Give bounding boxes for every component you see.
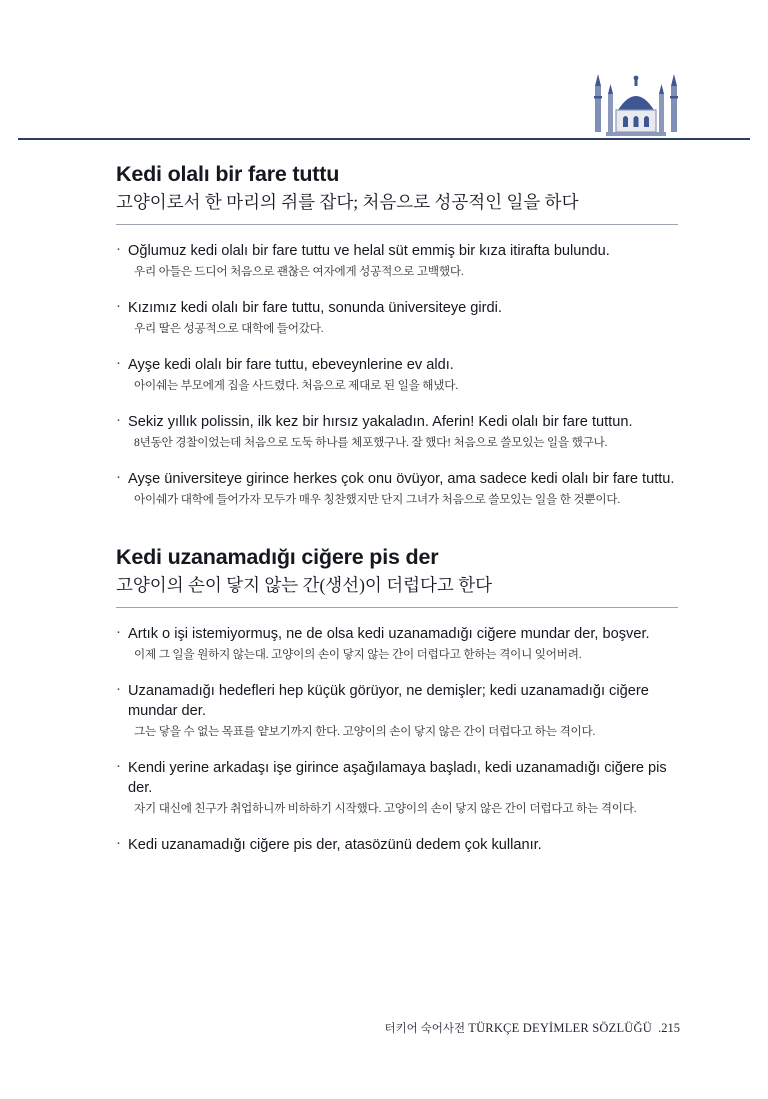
list-item bbox=[116, 241, 678, 281]
entry-divider bbox=[116, 224, 678, 225]
list-item bbox=[116, 355, 678, 395]
example-turkish: · Kedi uzanamadığı ciğere pis der, atasözünü dedem çok kullanır. bbox=[128, 836, 542, 853]
mosque-icon bbox=[590, 72, 682, 138]
example-list bbox=[116, 624, 678, 855]
example-turkish: · Kendi yerine arkadaşı işe girince aşağılamaya başladı, kedi uzanamadığı ciğere pis der. bbox=[128, 759, 667, 796]
example-korean: 우리 아들은 드디어 처음으로 괜찮은 여자에게 성공적으로 고백했다. bbox=[134, 265, 464, 279]
page-number: .215 bbox=[658, 1021, 680, 1035]
example-korean: 8년동안 경찰이었는데 처음으로 도둑 하나를 체포했구나. 잘 했다! 처음으로 쓸모있는 일을 했구나. bbox=[134, 435, 608, 449]
list-item bbox=[116, 681, 678, 741]
entry-title-turkish: Kedi uzanamadığı ciğere pis der bbox=[116, 544, 439, 569]
example-korean: 그는 닿을 수 없는 목표를 얕보기까지 한다. 고양이의 손이 닿지 않은 간이 더럽다고 하는 격이다. bbox=[134, 724, 596, 738]
list-item bbox=[116, 412, 678, 452]
page-footer bbox=[384, 1020, 680, 1036]
list-item bbox=[116, 835, 678, 855]
entry-divider bbox=[116, 607, 678, 608]
example-korean: 아이쉐가 대학에 들어가자 모두가 매우 칭찬했지만 단지 그녀가 처음으로 쓸모있는 일을 한 것뿐이다. bbox=[134, 492, 621, 506]
dictionary-entry bbox=[116, 545, 678, 855]
example-turkish: · Ayşe kedi olalı bir fare tuttu, ebeveynlerine ev aldı. bbox=[128, 356, 454, 373]
footer-turkish-title: TÜRKÇE DEYİMLER SÖZLÜĞÜ bbox=[468, 1021, 652, 1035]
example-turkish: · Kızımız kedi olalı bir fare tuttu, sonunda üniversiteye girdi. bbox=[128, 299, 502, 316]
example-turkish: · Sekiz yıllık polissin, ilk kez bir hırsız yakaladın. Aferin! Kedi olalı bir fare tuttun. bbox=[128, 413, 633, 430]
example-turkish: · Artık o işi istemiyormuş, ne de olsa kedi uzanamadığı ciğere mundar der, boşver. bbox=[128, 625, 650, 642]
example-korean: 아이쉐는 부모에게 집을 사드렸다. 처음으로 제대로 된 일을 해냈다. bbox=[134, 378, 458, 392]
list-item bbox=[116, 624, 678, 664]
example-korean: 이제 그 일을 원하지 않는대. 고양이의 손이 닿지 않는 간이 더럽다고 한하는 격이니 잊어버려. bbox=[134, 647, 582, 661]
example-list bbox=[116, 241, 678, 509]
dictionary-entry bbox=[116, 162, 678, 509]
entry-title-korean: 고양이로서 한 마리의 쥐를 잡다; 처음으로 성공적인 일을 하다 bbox=[116, 192, 579, 212]
footer-korean-title: 터키어 숙어사전 bbox=[384, 1023, 466, 1035]
page-header bbox=[0, 0, 768, 140]
entry-title-turkish: Kedi olalı bir fare tuttu bbox=[116, 162, 340, 186]
entry-title-korean: 고양이의 손이 닿지 않는 간(생선)이 더럽다고 한다 bbox=[116, 574, 493, 595]
example-turkish: · Oğlumuz kedi olalı bir fare tuttu ve helal süt emmiş bir kıza itirafta bulundu. bbox=[128, 243, 610, 259]
example-korean: 우리 딸은 성공적으로 대학에 들어갔다. bbox=[134, 322, 324, 336]
content-column bbox=[116, 162, 678, 872]
example-turkish: · Ayşe üniversiteye girince herkes çok onu övüyor, ama sadece kedi olalı bir fare tuttu. bbox=[128, 470, 675, 487]
list-item bbox=[116, 469, 678, 509]
example-korean: 자기 대신에 친구가 취업하니까 비하하기 시작했다. 고양이의 손이 닿지 않은 간이 더럽다고 하는 격이다. bbox=[134, 801, 637, 815]
list-item bbox=[116, 758, 678, 818]
example-turkish: · Uzanamadığı hedefleri hep küçük görüyor, ne demişler; kedi uzanamadığı ciğere mundar der. bbox=[128, 682, 649, 719]
header-divider bbox=[18, 138, 750, 140]
list-item bbox=[116, 298, 678, 338]
